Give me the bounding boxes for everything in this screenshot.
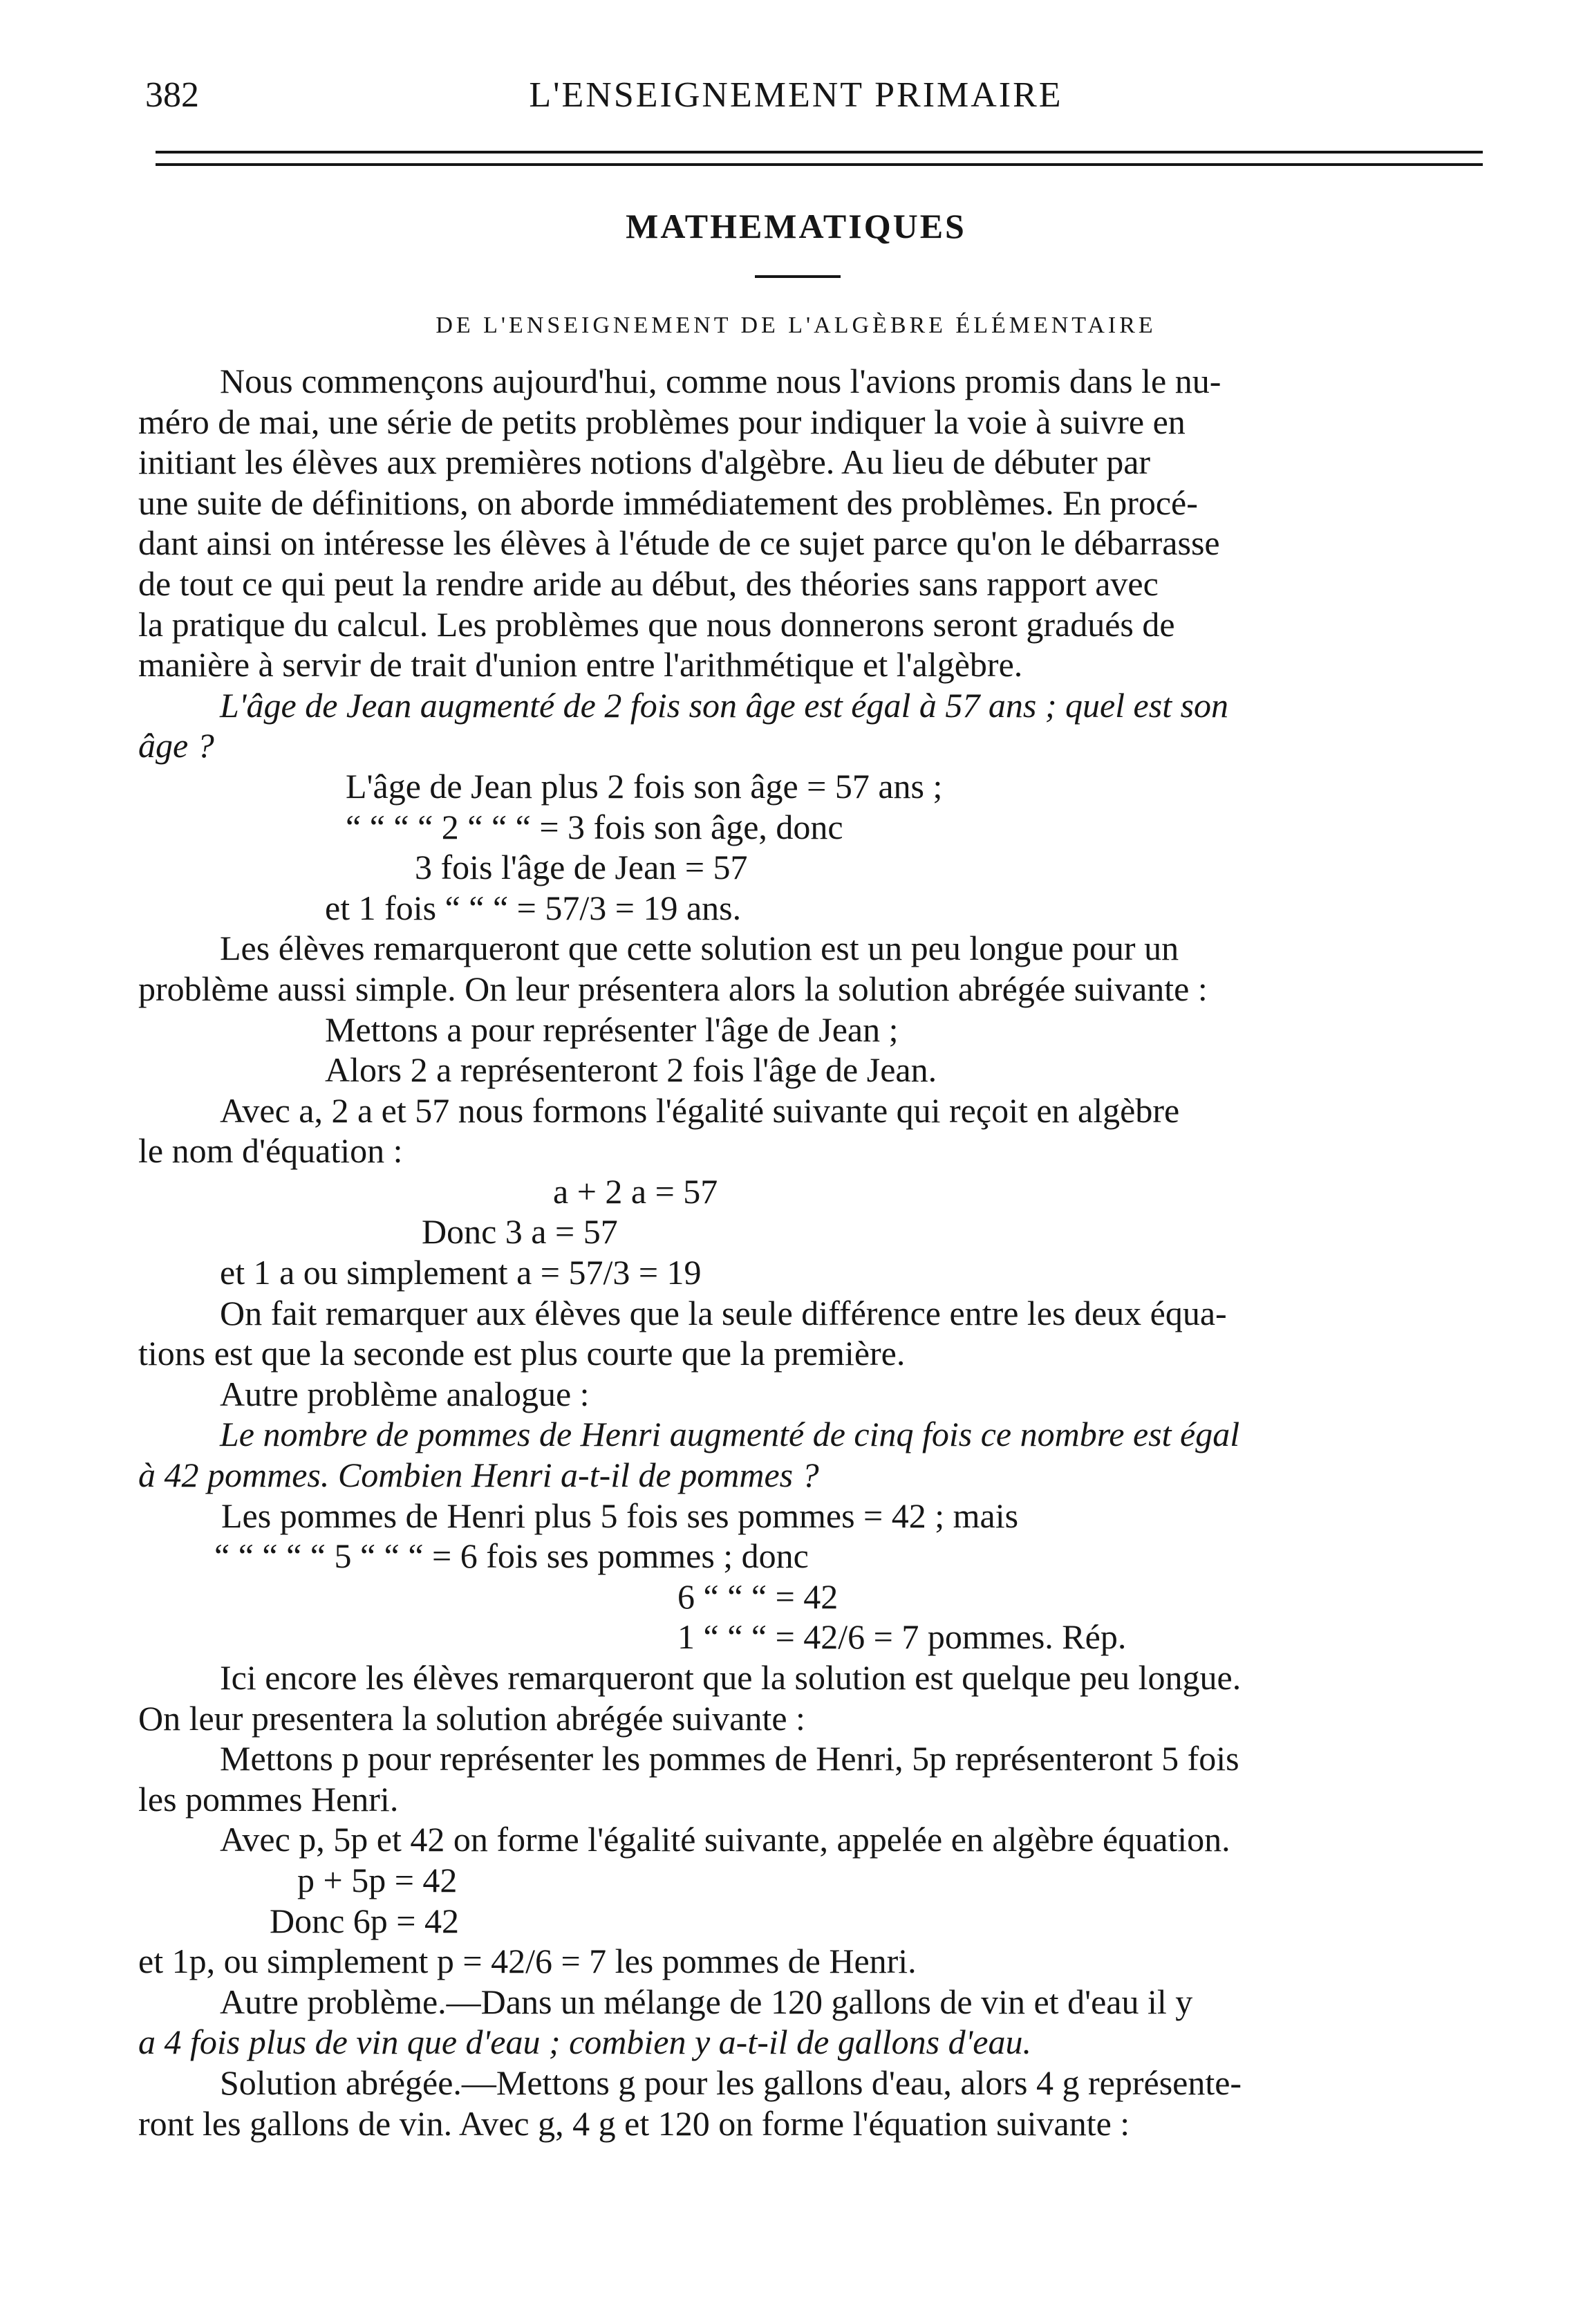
body-line: manière à servir de trait d'union entre l'arithmétique et l'algèbre. <box>138 645 1023 685</box>
body-line: de tout ce qui peut la rendre aride au début, des théories sans rapport avec <box>138 564 1159 603</box>
solution-line: 1 “ “ “ = 42/6 = 7 pommes. Rép. <box>677 1617 1127 1657</box>
body-line: a 4 fois plus de vin que d'eau ; combien y a-t-il de gallons d'eau. <box>138 2023 1031 2062</box>
body-line: Avec a, 2 a et 57 nous formons l'égalité suivante qui reçoit en algèbre <box>220 1090 1180 1130</box>
equation-line: Donc 6p = 42 <box>270 1901 459 1940</box>
header-rule-bottom <box>156 163 1483 166</box>
solution-line: 6 “ “ “ = 42 <box>677 1577 839 1616</box>
equation-line: et 1p, ou simplement p = 42/6 = 7 les pommes de Henri. <box>138 1942 917 1981</box>
body-line: Les élèves remarqueront que cette solution est un peu longue pour un <box>220 929 1179 968</box>
problem-statement-line: L'âge de Jean augmenté de 2 fois son âge est égal à 57 ans ; quel est son <box>220 685 1229 725</box>
body-line: Autre problème analogue : <box>220 1374 590 1413</box>
journal-title: L'ENSEIGNEMENT PRIMAIRE <box>529 75 1063 115</box>
body-line: dant ainsi on intéresse les élèves à l'étude de ce sujet parce qu'on le débarrasse <box>138 523 1220 563</box>
equation-line: a + 2 a = 57 <box>553 1171 718 1211</box>
body-line: Autre problème.—Dans un mélange de 120 gallons de vin et d'eau il y <box>220 1982 1193 2021</box>
solution-line: “ “ “ “ “ 5 “ “ “ = 6 fois ses pommes ; donc <box>214 1536 809 1576</box>
problem-statement-line: âge ? <box>138 726 214 765</box>
solution-line: Les pommes de Henri plus 5 fois ses pommes = 42 ; mais <box>221 1496 1019 1535</box>
body-line: problème aussi simple. On leur présentera alors la solution abrégée suivante : <box>138 969 1208 1008</box>
equation-line: p + 5p = 42 <box>297 1860 458 1899</box>
body-line: Nous commençons aujourd'hui, comme nous l'avions promis dans le nu- <box>220 362 1221 400</box>
body-line: Mettons p pour représenter les pommes de Henri, 5p représenteront 5 fois <box>220 1739 1239 1778</box>
page-number: 382 <box>145 75 199 115</box>
body-line: une suite de définitions, on aborde immédiatement des problèmes. En procé- <box>138 483 1198 522</box>
problem-statement-line: à 42 pommes. Combien Henri a-t-il de pommes ? <box>138 1456 819 1495</box>
body-line: le nom d'équation : <box>138 1131 403 1171</box>
solution-line: Alors 2 a représenteront 2 fois l'âge de Jean. <box>325 1050 937 1090</box>
body-line: la pratique du calcul. Les problèmes que nous donnerons seront gradués de <box>138 604 1175 644</box>
body-line: On fait remarquer aux élèves que la seule différence entre les deux équa- <box>220 1293 1227 1332</box>
solution-line: L'âge de Jean plus 2 fois son âge = 57 ans ; <box>346 766 943 806</box>
body-line: initiant les élèves aux premières notions d'algèbre. Au lieu de débuter par <box>138 443 1151 482</box>
solution-line: 3 fois l'âge de Jean = 57 <box>415 848 748 887</box>
solution-line: Mettons a pour représenter l'âge de Jean ; <box>325 1010 899 1049</box>
body-line: ront les gallons de vin. Avec g, 4 g et 120 on forme l'équation suivante : <box>138 2103 1130 2143</box>
body-line: méro de mai, une série de petits problèmes pour indiquer la voie à suivre en <box>138 402 1186 441</box>
solution-line: “ “ “ “ 2 “ “ “ = 3 fois son âge, donc <box>346 807 843 846</box>
body-line: Avec p, 5p et 42 on forme l'égalité suivante, appelée en algèbre équation. <box>220 1820 1230 1859</box>
body-line: tions est que la seconde est plus courte que la première. <box>138 1334 906 1373</box>
body-line: les pommes Henri. <box>138 1779 399 1819</box>
body-line: Ici encore les élèves remarqueront que la solution est quelque peu longue. <box>220 1658 1242 1697</box>
body-line: Solution abrégée.—Mettons g pour les gallons d'eau, alors 4 g représente- <box>220 2063 1242 2102</box>
problem-statement-line: Le nombre de pommes de Henri augmenté de cinq fois ce nombre est égal <box>220 1415 1240 1454</box>
equation-line: Donc 3 a = 57 <box>422 1212 618 1252</box>
equation-line: et 1 a ou simplement a = 57/3 = 19 <box>220 1253 702 1292</box>
body-line: On leur presentera la solution abrégée suivante : <box>138 1698 805 1738</box>
article-body <box>138 361 1486 2144</box>
header-rule-top <box>156 151 1483 154</box>
title-divider <box>755 275 841 278</box>
article-subtitle: DE L'ENSEIGNEMENT DE L'ALGÈBRE ÉLÉMENTAIRE <box>436 313 1156 338</box>
running-header <box>0 75 1592 123</box>
solution-line: et 1 fois “ “ “ = 57/3 = 19 ans. <box>325 888 742 927</box>
section-title: MATHEMATIQUES <box>626 207 966 245</box>
